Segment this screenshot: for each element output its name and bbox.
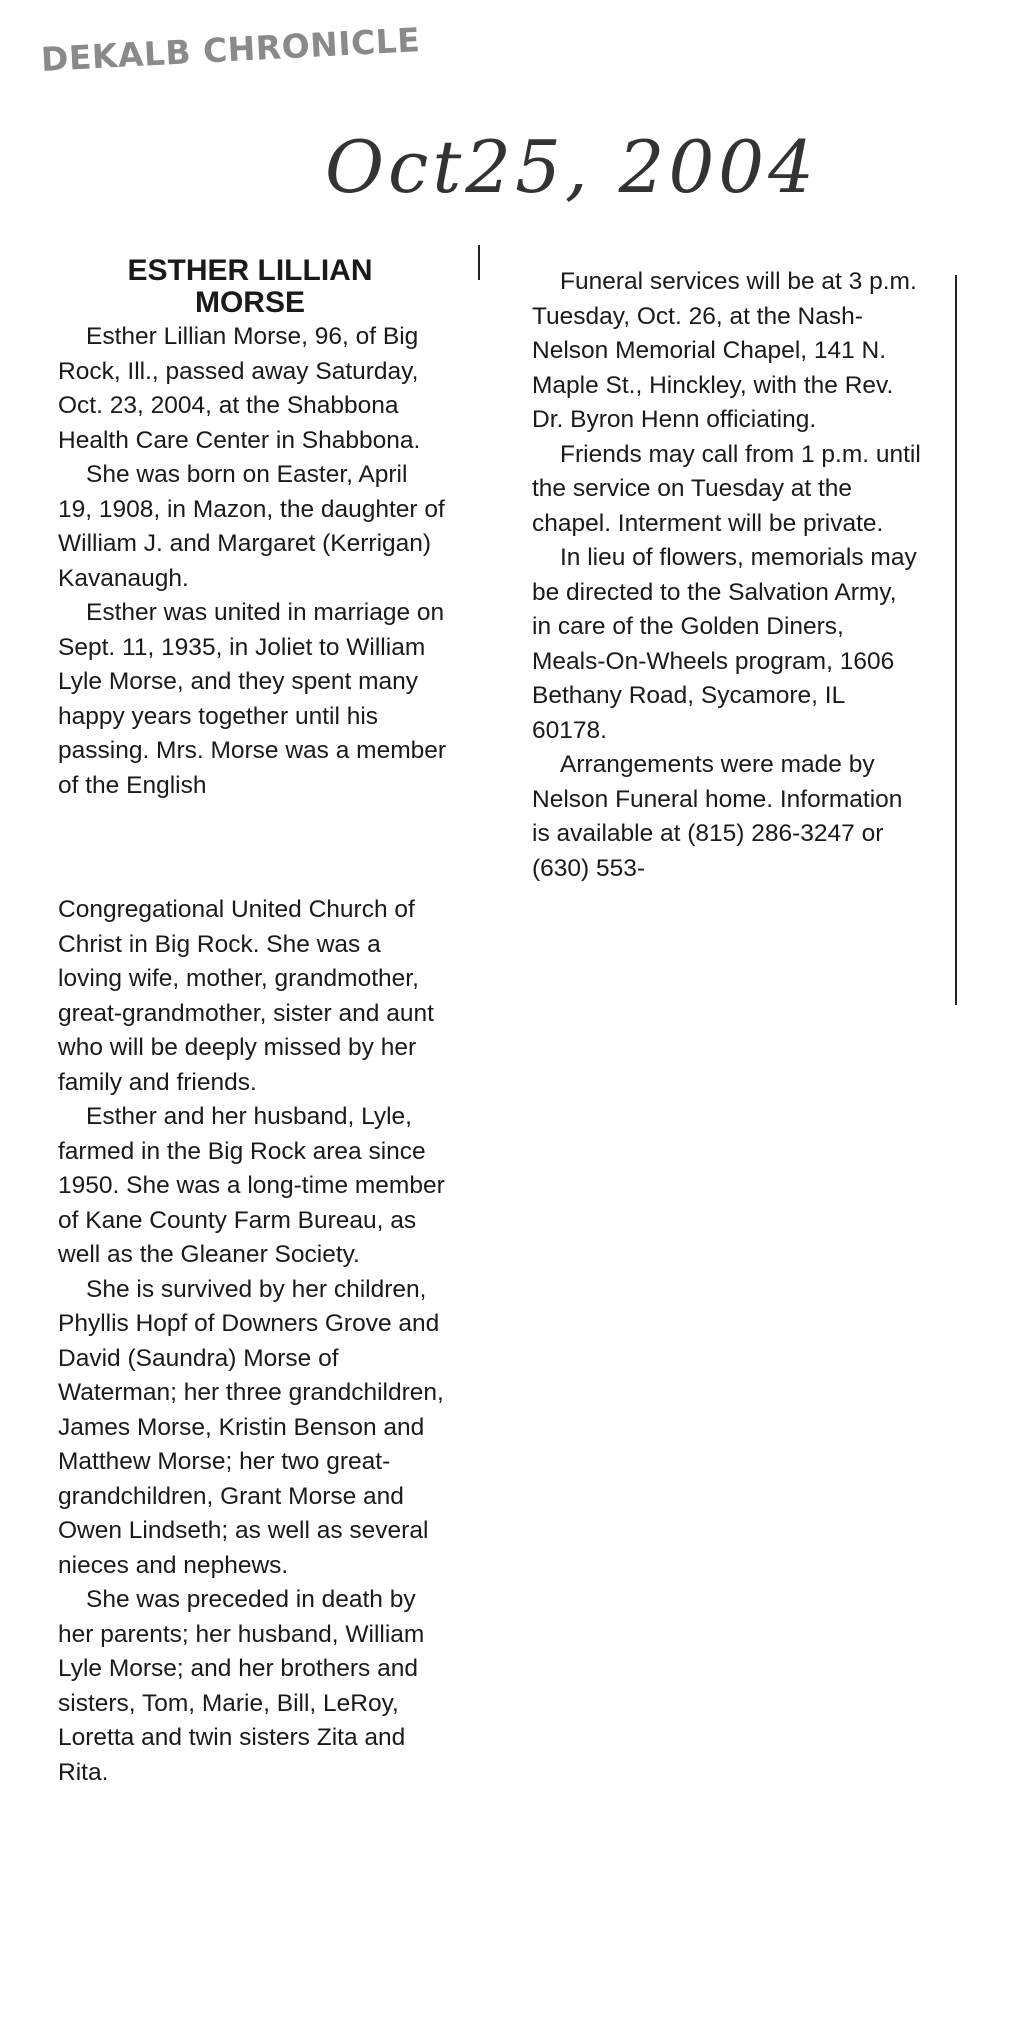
- handwritten-date: Oct25, 2004: [325, 125, 818, 209]
- paragraph-arrangements: Arrangements were made by Nelson Funeral home. Information is available at (815) 286-3247 or (630) 553-: [532, 751, 903, 882]
- right-column: [532, 265, 922, 886]
- obituary-headline: [85, 255, 415, 319]
- paragraph-survivors: She is survived by her children, Phyllis Hopf of Downers Grove and David (Saundra) Morse of Waterman; her three grandchildren, James Morse, Kristin Benson and Matthew Morse; her two great-grandchildren, Grant Morse and Owen Lindseth; as well as several nieces and nephews.: [58, 1275, 444, 1579]
- headline-line-2: MORSE: [194, 286, 305, 319]
- column-rule-left: [478, 245, 480, 280]
- paragraph-preceded: She was preceded in death by her parents; her husband, William Lyle Morse; and her brothers and sisters, Tom, Marie, Bill, LeRoy, Loretta and twin sisters Zita and Rita.: [58, 1586, 425, 1786]
- masthead-stamp: DEKALB CHRONICLE: [40, 20, 422, 79]
- paragraph-intro: Esther Lillian Morse, 96, of Big Rock, Ill., passed away Saturday, Oct. 23, 2004, at the Shabbona Health Care Center in Shabbona.: [58, 323, 421, 454]
- paragraph-funeral: Funeral services will be at 3 p.m. Tuesday, Oct. 26, at the Nash-Nelson Memorial Chapel, 141 N. Maple St., Hinckley, with the Rev. Dr. Byron Henn officiating.: [532, 268, 917, 433]
- paragraph-church: Congregational United Church of Christ in Big Rock. She was a loving wife, mother, grandmother, great-grandmother, sister and aunt who will be deeply missed by her family and friends.: [58, 896, 434, 1096]
- paragraph-farm: Esther and her husband, Lyle, farmed in the Big Rock area since 1950. She was a long-time member of Kane County Farm Bureau, as well as the Gleaner Society.: [58, 1103, 445, 1268]
- paragraph-visitation: Friends may call from 1 p.m. until the service on Tuesday at the chapel. Interment will be private.: [532, 440, 921, 537]
- paragraph-birth: She was born on Easter, April 19, 1908, in Mazon, the daughter of William J. and Margaret (Kerrigan) Kavanaugh.: [58, 461, 445, 592]
- column-rule-right: [955, 275, 957, 1005]
- left-column-top: [58, 320, 448, 803]
- paragraph-marriage: Esther was united in marriage on Sept. 11, 1935, in Joliet to William Lyle Morse, and they spent many happy years together until his passing. Mrs. Morse was a member of the English: [58, 599, 447, 799]
- left-column-bottom: [58, 893, 448, 1790]
- headline-line-1: ESTHER LILLIAN: [127, 254, 373, 287]
- paragraph-memorials: In lieu of flowers, memorials may be directed to the Salvation Army, in care of the Golden Diners, Meals-On-Wheels program, 1606 Bethany Road, Sycamore, IL 60178.: [532, 544, 917, 744]
